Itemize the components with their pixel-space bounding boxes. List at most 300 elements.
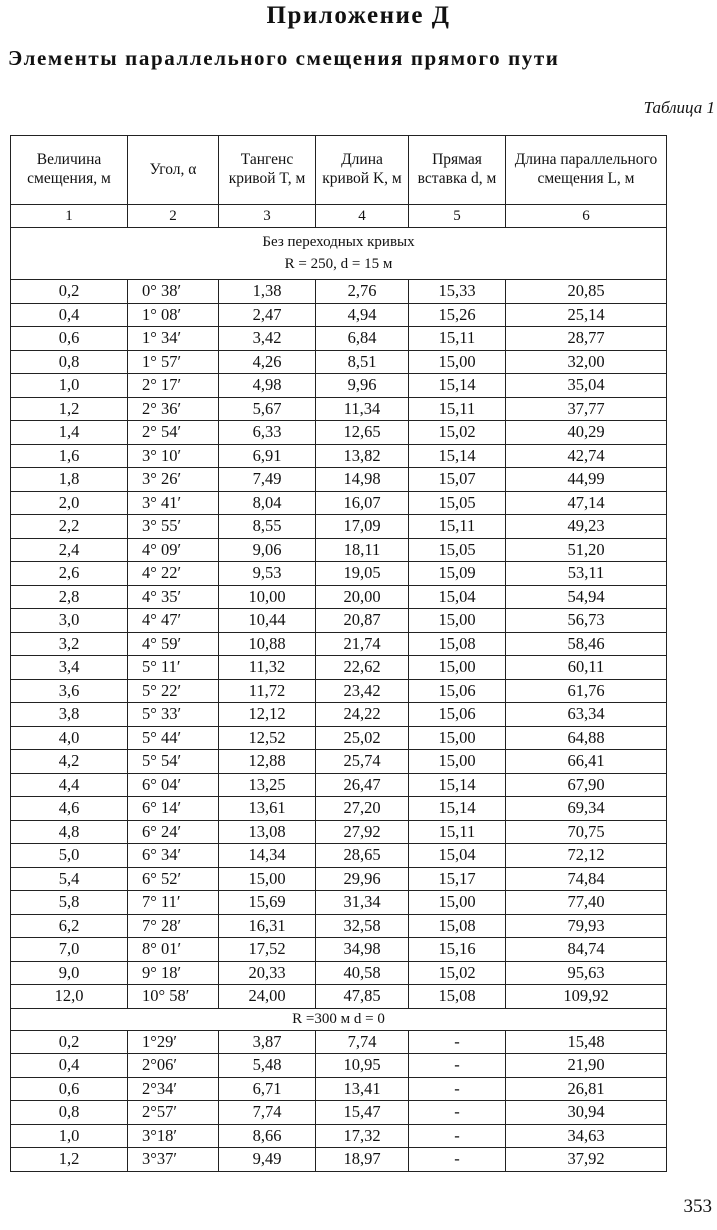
table-cell: 47,85 <box>316 985 409 1009</box>
table-cell: - <box>409 1101 506 1125</box>
table-cell <box>128 562 219 586</box>
table-cell: 5,48 <box>219 1054 316 1078</box>
angle-value: 1° 57′ <box>142 351 182 371</box>
table-row <box>11 1077 667 1101</box>
table-cell: 2,76 <box>316 280 409 304</box>
table-cell: 15,33 <box>409 280 506 304</box>
angle-value: 1° 08′ <box>142 304 182 324</box>
table-cell: 1,2 <box>11 1148 128 1172</box>
table-row <box>11 327 667 351</box>
table-cell: 15,00 <box>409 656 506 680</box>
table-cell <box>128 421 219 445</box>
table-cell: 22,62 <box>316 656 409 680</box>
angle-value: 3° 26′ <box>142 469 182 488</box>
table-cell: 15,05 <box>409 538 506 562</box>
table-cell: 37,77 <box>506 397 667 421</box>
table-cell: 40,29 <box>506 421 667 445</box>
table-cell: 109,92 <box>506 985 667 1009</box>
table-cell: 15,08 <box>409 914 506 938</box>
table-cell: 1,4 <box>11 421 128 445</box>
table-cell: 6,33 <box>219 421 316 445</box>
table-cell: 28,65 <box>316 844 409 868</box>
table-cell: 15,02 <box>409 421 506 445</box>
table-cell: 15,04 <box>409 585 506 609</box>
table-cell: 3,8 <box>11 703 128 727</box>
table-cell <box>128 1054 219 1078</box>
table-row <box>11 938 667 962</box>
column-header: Прямая вставка d, м <box>409 136 506 205</box>
table-cell: 70,75 <box>506 820 667 844</box>
table-cell: 15,17 <box>409 867 506 891</box>
table-cell: 6,2 <box>11 914 128 938</box>
column-number: 6 <box>506 205 667 228</box>
table-cell: 13,25 <box>219 773 316 797</box>
table-cell: 6,71 <box>219 1077 316 1101</box>
table-cell: 74,84 <box>506 867 667 891</box>
column-number-row <box>11 205 667 228</box>
table-cell: 5,8 <box>11 891 128 915</box>
table-cell: 67,90 <box>506 773 667 797</box>
table-cell <box>128 609 219 633</box>
table-cell <box>128 985 219 1009</box>
table-cell: 31,34 <box>316 891 409 915</box>
table-cell: 9,0 <box>11 961 128 985</box>
column-header: Угол, α <box>128 136 219 205</box>
table-cell: 42,74 <box>506 444 667 468</box>
table-cell: 7,74 <box>219 1101 316 1125</box>
angle-value: 7° 11′ <box>142 892 181 911</box>
table-cell: 54,94 <box>506 585 667 609</box>
table-row <box>11 750 667 774</box>
table-cell: 60,11 <box>506 656 667 680</box>
section-header-row <box>11 1008 667 1030</box>
angle-value: 6° 04′ <box>142 774 182 794</box>
table-cell: 15,11 <box>409 397 506 421</box>
table-cell: 79,93 <box>506 914 667 938</box>
angle-value: 8° 01′ <box>142 939 182 958</box>
table-cell <box>128 820 219 844</box>
table-cell: 15,48 <box>506 1030 667 1054</box>
table-row <box>11 538 667 562</box>
table-cell: 4,94 <box>316 303 409 327</box>
table-cell: 10,44 <box>219 609 316 633</box>
table-cell: 0,4 <box>11 303 128 327</box>
table-cell: 14,98 <box>316 468 409 492</box>
table-cell: 4,4 <box>11 773 128 797</box>
table-cell: 15,00 <box>409 609 506 633</box>
table-cell: 24,22 <box>316 703 409 727</box>
table-cell: 8,66 <box>219 1124 316 1148</box>
table-cell <box>128 444 219 468</box>
angle-value: 2°34′ <box>142 1078 177 1098</box>
table-row <box>11 303 667 327</box>
table-cell <box>128 303 219 327</box>
table-row <box>11 867 667 891</box>
table-cell: 53,11 <box>506 562 667 586</box>
table-cell: 15,08 <box>409 632 506 656</box>
table-row <box>11 350 667 374</box>
table-cell <box>128 515 219 539</box>
angle-value: 3° 10′ <box>142 445 182 465</box>
table-row <box>11 397 667 421</box>
table-row <box>11 421 667 445</box>
table-row <box>11 280 667 304</box>
table-cell: 0,6 <box>11 1077 128 1101</box>
table-cell: 26,81 <box>506 1077 667 1101</box>
appendix-heading: Приложение Д <box>266 2 451 29</box>
section-title-line: Без переходных кривых <box>262 233 415 250</box>
table-cell: 3,2 <box>11 632 128 656</box>
table-cell: 15,09 <box>409 562 506 586</box>
angle-value: 4° 22′ <box>142 563 182 582</box>
table-cell: 13,08 <box>219 820 316 844</box>
table-row <box>11 374 667 398</box>
table-cell: 5,67 <box>219 397 316 421</box>
table-cell: 35,04 <box>506 374 667 398</box>
angle-value: 4° 59′ <box>142 633 182 653</box>
table-cell: 26,47 <box>316 773 409 797</box>
section-title-line: R = 250, d = 15 м <box>284 255 393 272</box>
angle-value: 5° 44′ <box>142 727 182 747</box>
column-header: Длина параллельного смещения L, м <box>506 136 667 205</box>
table-cell <box>128 491 219 515</box>
table-cell: 15,16 <box>409 938 506 962</box>
table-cell: 0,4 <box>11 1054 128 1078</box>
table-cell: 3,6 <box>11 679 128 703</box>
table-cell <box>128 750 219 774</box>
table-cell: 9,49 <box>219 1148 316 1172</box>
table-cell: 16,07 <box>316 491 409 515</box>
table-cell: 17,52 <box>219 938 316 962</box>
table-cell: 28,77 <box>506 327 667 351</box>
table-row <box>11 844 667 868</box>
table-row <box>11 656 667 680</box>
column-header: Длина кривой K, м <box>316 136 409 205</box>
table-cell: 77,40 <box>506 891 667 915</box>
table-cell: 25,14 <box>506 303 667 327</box>
angle-value: 2° 36′ <box>142 398 182 418</box>
table-row <box>11 891 667 915</box>
table-cell: 15,69 <box>219 891 316 915</box>
table-cell: 8,51 <box>316 350 409 374</box>
table-row <box>11 1030 667 1054</box>
table-cell: 4,26 <box>219 350 316 374</box>
table-row <box>11 515 667 539</box>
table-cell: 13,82 <box>316 444 409 468</box>
table-cell: 15,02 <box>409 961 506 985</box>
table-cell <box>128 679 219 703</box>
table-cell: 27,20 <box>316 797 409 821</box>
table-cell <box>128 327 219 351</box>
table-cell: 4,8 <box>11 820 128 844</box>
table-cell: 21,90 <box>506 1054 667 1078</box>
column-number: 4 <box>316 205 409 228</box>
table-cell: 11,34 <box>316 397 409 421</box>
table-cell: 25,02 <box>316 726 409 750</box>
table-cell: 14,34 <box>219 844 316 868</box>
angle-value: 3°18′ <box>142 1125 177 1145</box>
table-row <box>11 444 667 468</box>
table-cell: - <box>409 1030 506 1054</box>
table-cell: 15,26 <box>409 303 506 327</box>
table-cell: 18,11 <box>316 538 409 562</box>
angle-value: 2°57′ <box>142 1102 177 1121</box>
table-cell: 0,8 <box>11 1101 128 1125</box>
table-cell: 11,72 <box>219 679 316 703</box>
column-header: Величина смещения, м <box>11 136 128 205</box>
table-cell: 34,98 <box>316 938 409 962</box>
table-cell: 1,2 <box>11 397 128 421</box>
angle-value: 3° 55′ <box>142 516 182 535</box>
table-cell: 15,05 <box>409 491 506 515</box>
table-cell: 12,88 <box>219 750 316 774</box>
table-cell: 64,88 <box>506 726 667 750</box>
table-cell: 9,06 <box>219 538 316 562</box>
column-header-row <box>11 136 667 205</box>
table-cell: 15,07 <box>409 468 506 492</box>
angle-value: 6° 52′ <box>142 868 182 888</box>
page-number: 353 <box>683 1196 712 1217</box>
table-cell: 1,0 <box>11 374 128 398</box>
table-cell: 44,99 <box>506 468 667 492</box>
table-row <box>11 914 667 938</box>
table-cell: 1,8 <box>11 468 128 492</box>
table-cell: 16,31 <box>219 914 316 938</box>
table-cell: 10,88 <box>219 632 316 656</box>
angle-value: 9° 18′ <box>142 962 182 982</box>
angle-value: 4° 47′ <box>142 610 182 629</box>
table-cell: 69,34 <box>506 797 667 821</box>
table-cell: 8,04 <box>219 491 316 515</box>
angle-value: 5° 11′ <box>142 657 181 676</box>
table-cell: 32,58 <box>316 914 409 938</box>
table-cell: 51,20 <box>506 538 667 562</box>
table-cell: 17,32 <box>316 1124 409 1148</box>
table-cell: 2,6 <box>11 562 128 586</box>
table-cell: 23,42 <box>316 679 409 703</box>
angle-value: 7° 28′ <box>142 915 182 935</box>
table-cell: 0,8 <box>11 350 128 374</box>
table-cell: 4,98 <box>219 374 316 398</box>
table-cell: 56,73 <box>506 609 667 633</box>
table-row <box>11 961 667 985</box>
table-cell: 15,00 <box>219 867 316 891</box>
table-cell <box>128 844 219 868</box>
table-cell: 0,6 <box>11 327 128 351</box>
table-row <box>11 562 667 586</box>
column-number: 5 <box>409 205 506 228</box>
table-cell: 7,49 <box>219 468 316 492</box>
column-header: Тангенс кривой T, м <box>219 136 316 205</box>
table-row <box>11 773 667 797</box>
table-cell <box>128 350 219 374</box>
angle-value: 2° 54′ <box>142 422 182 441</box>
column-number: 1 <box>11 205 128 228</box>
angle-value: 5° 54′ <box>142 751 182 770</box>
table-cell: 2,47 <box>219 303 316 327</box>
table-cell: 15,14 <box>409 374 506 398</box>
angle-value: 2° 17′ <box>142 375 182 394</box>
table-cell: 4,2 <box>11 750 128 774</box>
table-cell: 49,23 <box>506 515 667 539</box>
table-cell: 95,63 <box>506 961 667 985</box>
angle-value: 5° 22′ <box>142 680 182 700</box>
table-cell: 15,00 <box>409 350 506 374</box>
table-cell: - <box>409 1077 506 1101</box>
table-row <box>11 1101 667 1125</box>
table-cell <box>128 468 219 492</box>
table-row <box>11 632 667 656</box>
table-cell: 21,74 <box>316 632 409 656</box>
table-cell: - <box>409 1148 506 1172</box>
table-cell: 20,85 <box>506 280 667 304</box>
angle-value: 1°29′ <box>142 1031 177 1051</box>
table-cell <box>128 1148 219 1172</box>
table-cell: 8,55 <box>219 515 316 539</box>
angle-value: 4° 09′ <box>142 539 182 559</box>
table-cell: 11,32 <box>219 656 316 680</box>
table-cell: 2,0 <box>11 491 128 515</box>
table-cell: 7,0 <box>11 938 128 962</box>
table-cell: 63,34 <box>506 703 667 727</box>
table-cell: 25,74 <box>316 750 409 774</box>
table-cell: 15,14 <box>409 797 506 821</box>
table-caption: Таблица 1 <box>643 98 715 117</box>
table-cell <box>128 703 219 727</box>
table-row <box>11 679 667 703</box>
table-cell: 9,53 <box>219 562 316 586</box>
table-row <box>11 726 667 750</box>
table-cell: 6,84 <box>316 327 409 351</box>
offset-table <box>10 135 667 1172</box>
table-cell: 12,0 <box>11 985 128 1009</box>
table-cell: 24,00 <box>219 985 316 1009</box>
angle-value: 1° 34′ <box>142 328 182 347</box>
table-cell <box>128 867 219 891</box>
table-cell: 40,58 <box>316 961 409 985</box>
table-row <box>11 1148 667 1172</box>
angle-value: 6° 34′ <box>142 845 182 864</box>
table-cell: 3,0 <box>11 609 128 633</box>
table-row <box>11 703 667 727</box>
table-cell <box>128 773 219 797</box>
table-cell: 5,0 <box>11 844 128 868</box>
table-cell: 15,11 <box>409 820 506 844</box>
table-row <box>11 1054 667 1078</box>
angle-value: 6° 14′ <box>142 798 182 817</box>
table-cell: 7,74 <box>316 1030 409 1054</box>
section-title <box>11 228 667 280</box>
table-cell: - <box>409 1124 506 1148</box>
table-cell: 15,06 <box>409 703 506 727</box>
table-cell: 84,74 <box>506 938 667 962</box>
table-cell: 32,00 <box>506 350 667 374</box>
table-cell <box>128 538 219 562</box>
table-row <box>11 468 667 492</box>
table-cell: 12,65 <box>316 421 409 445</box>
table-cell <box>128 374 219 398</box>
table-cell: 18,97 <box>316 1148 409 1172</box>
table-row <box>11 609 667 633</box>
table-cell: 6,91 <box>219 444 316 468</box>
table-cell: 34,63 <box>506 1124 667 1148</box>
table-cell: 15,00 <box>409 750 506 774</box>
table-cell: 15,00 <box>409 891 506 915</box>
column-number: 3 <box>219 205 316 228</box>
table-cell <box>128 1124 219 1148</box>
table-cell: 15,08 <box>409 985 506 1009</box>
table-cell: 20,87 <box>316 609 409 633</box>
table-cell: 0,2 <box>11 1030 128 1054</box>
table-cell: 15,06 <box>409 679 506 703</box>
angle-value: 5° 33′ <box>142 704 182 723</box>
table-cell <box>128 1030 219 1054</box>
table-row <box>11 820 667 844</box>
table-cell: 1,0 <box>11 1124 128 1148</box>
table-cell: 58,46 <box>506 632 667 656</box>
table-cell: 20,33 <box>219 961 316 985</box>
table-cell: 4,6 <box>11 797 128 821</box>
table-cell: 1,6 <box>11 444 128 468</box>
table-cell: 2,4 <box>11 538 128 562</box>
table-cell: 3,4 <box>11 656 128 680</box>
table-row <box>11 797 667 821</box>
angle-value: 10° 58′ <box>142 986 190 1005</box>
angle-value: 2°06′ <box>142 1055 177 1074</box>
table-row <box>11 985 667 1009</box>
table-row <box>11 585 667 609</box>
angle-value: 3°37′ <box>142 1149 177 1168</box>
table-cell <box>128 726 219 750</box>
table-cell: 3,87 <box>219 1030 316 1054</box>
table-cell: 0,2 <box>11 280 128 304</box>
table-cell: 20,00 <box>316 585 409 609</box>
table-row <box>11 1124 667 1148</box>
table-cell <box>128 1077 219 1101</box>
table-cell: 13,41 <box>316 1077 409 1101</box>
table-cell: 9,96 <box>316 374 409 398</box>
table-cell: 61,76 <box>506 679 667 703</box>
table-cell <box>128 914 219 938</box>
page-title: Элементы параллельного смещения прямого пути <box>8 46 560 70</box>
table-cell: 15,00 <box>409 726 506 750</box>
table-cell: 2,2 <box>11 515 128 539</box>
table-cell: 37,92 <box>506 1148 667 1172</box>
table-cell: 1,38 <box>219 280 316 304</box>
table-cell <box>128 585 219 609</box>
column-number: 2 <box>128 205 219 228</box>
angle-value: 3° 41′ <box>142 492 182 512</box>
table-cell: 29,96 <box>316 867 409 891</box>
angle-value: 4° 35′ <box>142 586 182 606</box>
table-cell: 15,47 <box>316 1101 409 1125</box>
table-cell: 10,95 <box>316 1054 409 1078</box>
table-cell: 15,14 <box>409 444 506 468</box>
table-cell: - <box>409 1054 506 1078</box>
table-cell: 10,00 <box>219 585 316 609</box>
table-cell <box>128 961 219 985</box>
table-cell: 66,41 <box>506 750 667 774</box>
table-cell: 5,4 <box>11 867 128 891</box>
table-row <box>11 491 667 515</box>
table-cell: 12,12 <box>219 703 316 727</box>
table-cell: 15,11 <box>409 327 506 351</box>
table-cell <box>128 797 219 821</box>
table-cell: 2,8 <box>11 585 128 609</box>
table-cell: 3,42 <box>219 327 316 351</box>
table-cell <box>128 938 219 962</box>
section-header-row <box>11 228 667 280</box>
